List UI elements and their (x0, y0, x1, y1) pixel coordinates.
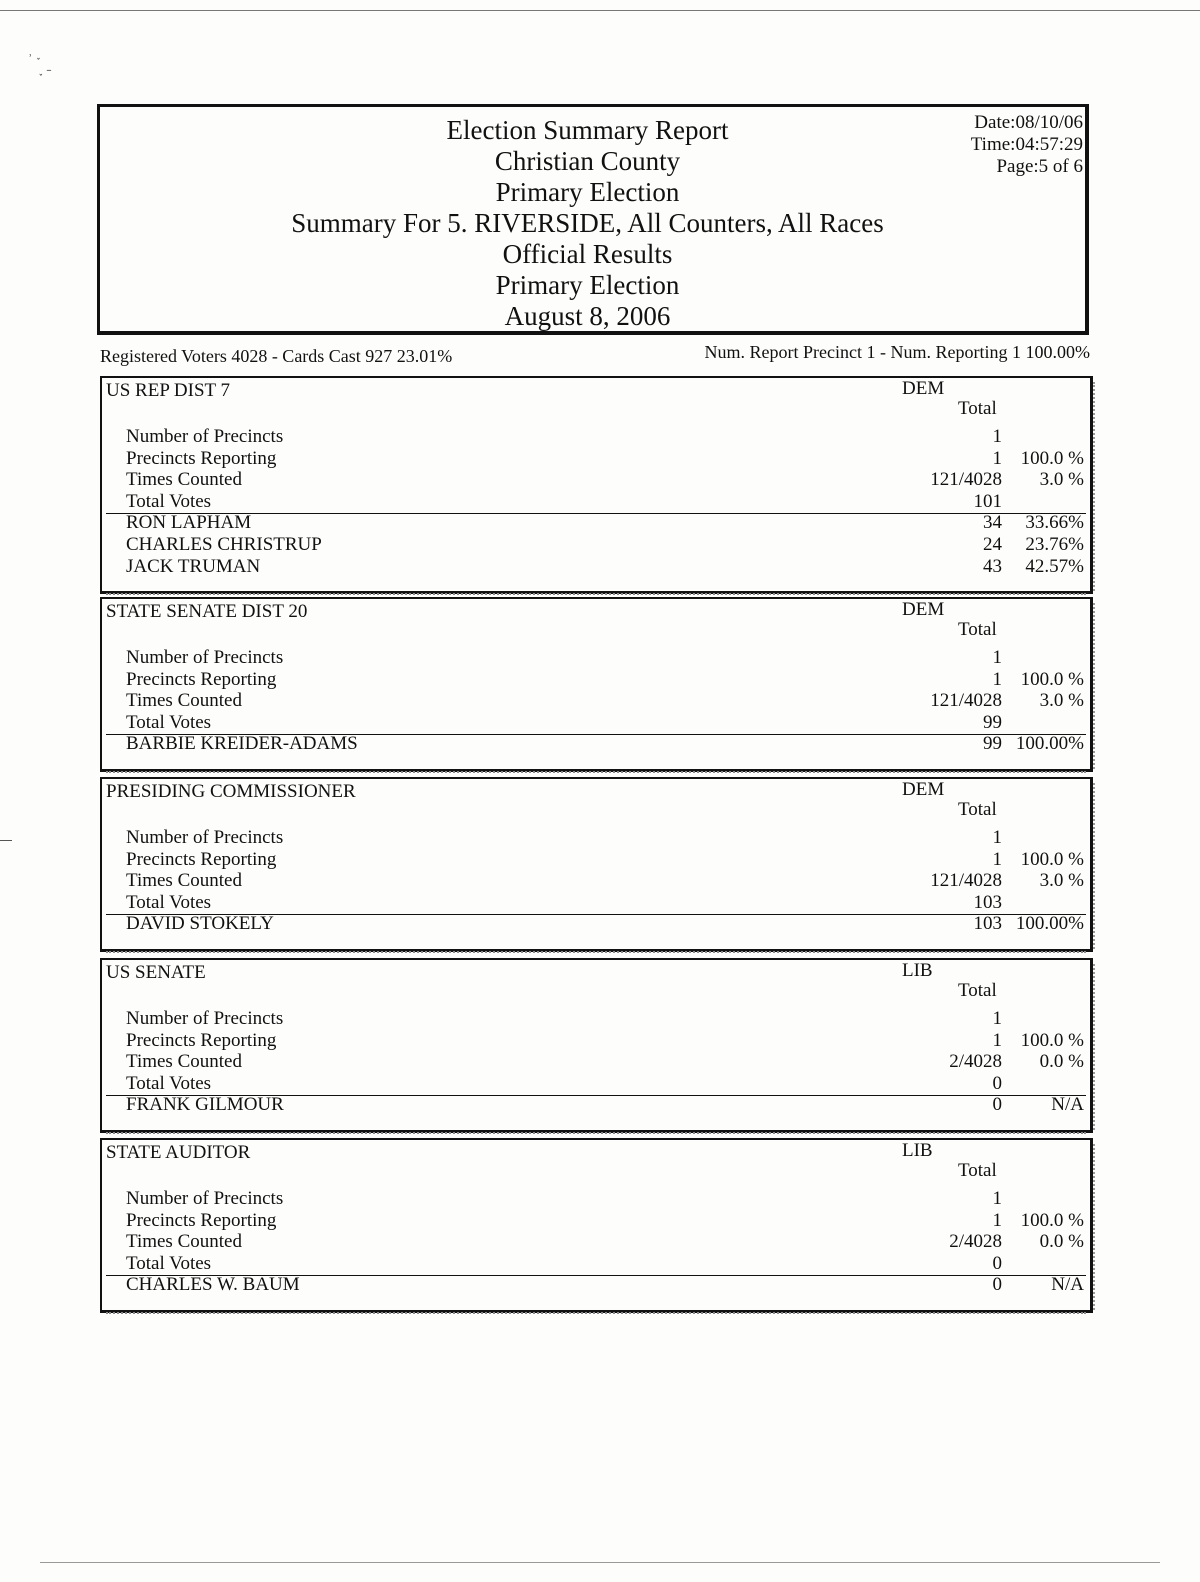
scan-noise-edge (1093, 382, 1099, 591)
stat-label: Precincts Reporting (126, 447, 277, 469)
stat-label: Times Counted (126, 690, 242, 712)
race-box (100, 376, 1093, 594)
race-party: DEM (902, 779, 945, 800)
registered-voters: Registered Voters 4028 - Cards Cast 927 23.01% (100, 346, 453, 366)
stat-value: 1 (992, 647, 1002, 668)
race-total-label: Total (958, 980, 997, 1001)
stat-value: 0 (992, 1072, 1002, 1094)
candidate-votes: 0 (992, 1274, 1002, 1296)
stat-label: Precincts Reporting (126, 1209, 277, 1231)
candidate-percent: 42.57% (1025, 555, 1084, 577)
stat-row (126, 1231, 1090, 1253)
stat-label: Total Votes (126, 1252, 212, 1274)
candidate-name: JACK TRUMAN (126, 555, 261, 577)
stat-value: 1 (992, 827, 1002, 848)
scan-top-edge (0, 10, 1200, 11)
stat-percent: 100.0 % (1020, 848, 1084, 870)
candidate-row (126, 733, 1090, 755)
stat-value: 1 (992, 668, 1002, 690)
stat-value: 101 (973, 490, 1002, 512)
race-total-label: Total (958, 398, 997, 419)
header-line: August 8, 2006 (504, 301, 671, 331)
scan-noise-line (106, 951, 1086, 958)
scan-noise-edge (1093, 1144, 1099, 1310)
stat-value: 1 (992, 1188, 1002, 1209)
stat-percent: 100.0 % (1020, 668, 1084, 690)
stat-value: 1 (992, 426, 1002, 447)
stat-label: Times Counted (126, 469, 242, 491)
candidate-name: FRANK GILMOUR (126, 1094, 284, 1116)
report-date: Date:08/10/06 (974, 112, 1083, 133)
stat-label: Precincts Reporting (126, 848, 277, 870)
candidate-votes: 43 (983, 555, 1002, 577)
candidate-row (126, 1094, 1090, 1116)
header-line: Election Summary Report (446, 115, 729, 145)
race-title: US SENATE (106, 962, 206, 983)
race-title: US REP DIST 7 (106, 380, 231, 401)
stat-label: Total Votes (126, 490, 212, 512)
candidate-row (126, 512, 1090, 534)
stat-label: Times Counted (126, 1231, 242, 1253)
scan-left-mark (0, 840, 12, 841)
candidate-row (126, 913, 1090, 935)
stat-value: 2/4028 (949, 1051, 1002, 1073)
candidate-percent: 33.66% (1025, 512, 1084, 534)
candidate-percent: N/A (1051, 1274, 1084, 1296)
race-party: LIB (902, 960, 933, 981)
stat-label: Total Votes (126, 891, 212, 913)
header-line: Primary Election (495, 270, 680, 300)
stat-row (126, 491, 1090, 513)
scan-bottom-edge (40, 1562, 1160, 1563)
stat-value: 103 (973, 891, 1002, 913)
candidate-votes: 103 (973, 913, 1002, 935)
summary-line (100, 342, 1090, 366)
stat-row (126, 1030, 1090, 1052)
header-line: Christian County (494, 146, 681, 176)
stat-row (126, 448, 1090, 470)
candidate-percent: 100.00% (1015, 733, 1084, 755)
candidate-votes: 99 (983, 733, 1002, 755)
stat-row (126, 1253, 1090, 1275)
candidate-name: DAVID STOKELY (126, 913, 274, 935)
race-total-label: Total (958, 619, 997, 640)
report-time: Time:04:57:29 (970, 134, 1083, 155)
race-party: LIB (902, 1140, 933, 1161)
candidate-name: CHARLES CHRISTRUP (126, 534, 322, 555)
stat-row (126, 870, 1090, 892)
stat-row (126, 1008, 1090, 1030)
stat-row (126, 690, 1090, 712)
stat-label: Number of Precincts (126, 647, 284, 668)
stat-row (126, 827, 1090, 849)
stat-row (126, 669, 1090, 691)
stat-row (126, 1073, 1090, 1095)
stat-row (126, 647, 1090, 669)
candidate-name: BARBIE KREIDER-ADAMS (126, 733, 358, 755)
stat-row (126, 1210, 1090, 1232)
race-box (100, 777, 1093, 952)
stat-value: 0 (992, 1252, 1002, 1274)
race-party: DEM (902, 599, 945, 620)
report-meta (971, 112, 1083, 178)
scan-noise-edge (1093, 603, 1099, 769)
candidate-percent: N/A (1051, 1094, 1084, 1116)
stat-value: 99 (983, 711, 1002, 733)
candidate-votes: 0 (992, 1094, 1002, 1116)
stat-percent: 3.0 % (1039, 690, 1084, 712)
stat-label: Number of Precincts (126, 827, 284, 848)
candidate-percent: 23.76% (1025, 534, 1084, 555)
candidate-name: CHARLES W. BAUM (126, 1274, 300, 1296)
stat-label: Precincts Reporting (126, 668, 277, 690)
race-total-label: Total (958, 799, 997, 820)
stat-value: 121/4028 (930, 469, 1002, 491)
scan-noise-line (106, 1312, 1086, 1319)
candidate-votes: 24 (983, 534, 1002, 555)
candidate-row (126, 1274, 1090, 1296)
stat-label: Total Votes (126, 711, 212, 733)
header-line: Primary Election (495, 177, 680, 207)
stat-label: Times Counted (126, 1051, 242, 1073)
race-total-label: Total (958, 1160, 997, 1181)
stat-label: Number of Precincts (126, 426, 284, 447)
report-header (97, 104, 1089, 335)
candidate-row (126, 556, 1090, 578)
race-title: PRESIDING COMMISSIONER (106, 781, 356, 802)
stat-percent: 100.0 % (1020, 1029, 1084, 1051)
stat-value: 1 (992, 848, 1002, 870)
race-box (100, 597, 1093, 772)
stat-percent: 100.0 % (1020, 1209, 1084, 1231)
stat-row (126, 1188, 1090, 1210)
candidate-votes: 34 (983, 512, 1002, 534)
stat-label: Times Counted (126, 870, 242, 892)
stat-value: 1 (992, 447, 1002, 469)
report-page: Page:5 of 6 (996, 156, 1083, 177)
header-line: Official Results (502, 239, 673, 269)
stat-value: 1 (992, 1008, 1002, 1029)
race-box (100, 1138, 1093, 1313)
stat-percent: 3.0 % (1039, 469, 1084, 491)
stat-row (126, 469, 1090, 491)
scan-specks: ˒ ˯ ˯ ˗ (28, 46, 52, 77)
stat-percent: 100.0 % (1020, 447, 1084, 469)
stat-value: 121/4028 (930, 690, 1002, 712)
precinct-reporting: Num. Report Precinct 1 - Num. Reporting 1 100.00% (704, 342, 1090, 362)
stat-value: 1 (992, 1029, 1002, 1051)
race-party: DEM (902, 378, 945, 399)
stat-row (126, 712, 1090, 734)
stat-row (126, 849, 1090, 871)
stat-value: 2/4028 (949, 1231, 1002, 1253)
stat-row (126, 426, 1090, 448)
stat-row (126, 892, 1090, 914)
stat-label: Precincts Reporting (126, 1029, 277, 1051)
stat-value: 121/4028 (930, 870, 1002, 892)
stat-row (126, 1051, 1090, 1073)
race-box (100, 958, 1093, 1133)
race-title: STATE AUDITOR (106, 1142, 251, 1163)
candidate-percent: 100.00% (1015, 913, 1084, 935)
header-line: Summary For 5. RIVERSIDE, All Counters, All Races (291, 208, 884, 238)
stat-percent: 0.0 % (1039, 1051, 1084, 1073)
race-title: STATE SENATE DIST 20 (106, 601, 308, 622)
report-title-block (100, 115, 1085, 332)
stat-percent: 0.0 % (1039, 1231, 1084, 1253)
stat-label: Number of Precincts (126, 1008, 284, 1029)
stat-label: Total Votes (126, 1072, 212, 1094)
candidate-row (126, 534, 1090, 556)
stat-percent: 3.0 % (1039, 870, 1084, 892)
stat-value: 1 (992, 1209, 1002, 1231)
candidate-name: RON LAPHAM (126, 512, 252, 534)
scan-noise-edge (1093, 964, 1099, 1130)
stat-label: Number of Precincts (126, 1188, 284, 1209)
scan-noise-edge (1093, 783, 1099, 949)
